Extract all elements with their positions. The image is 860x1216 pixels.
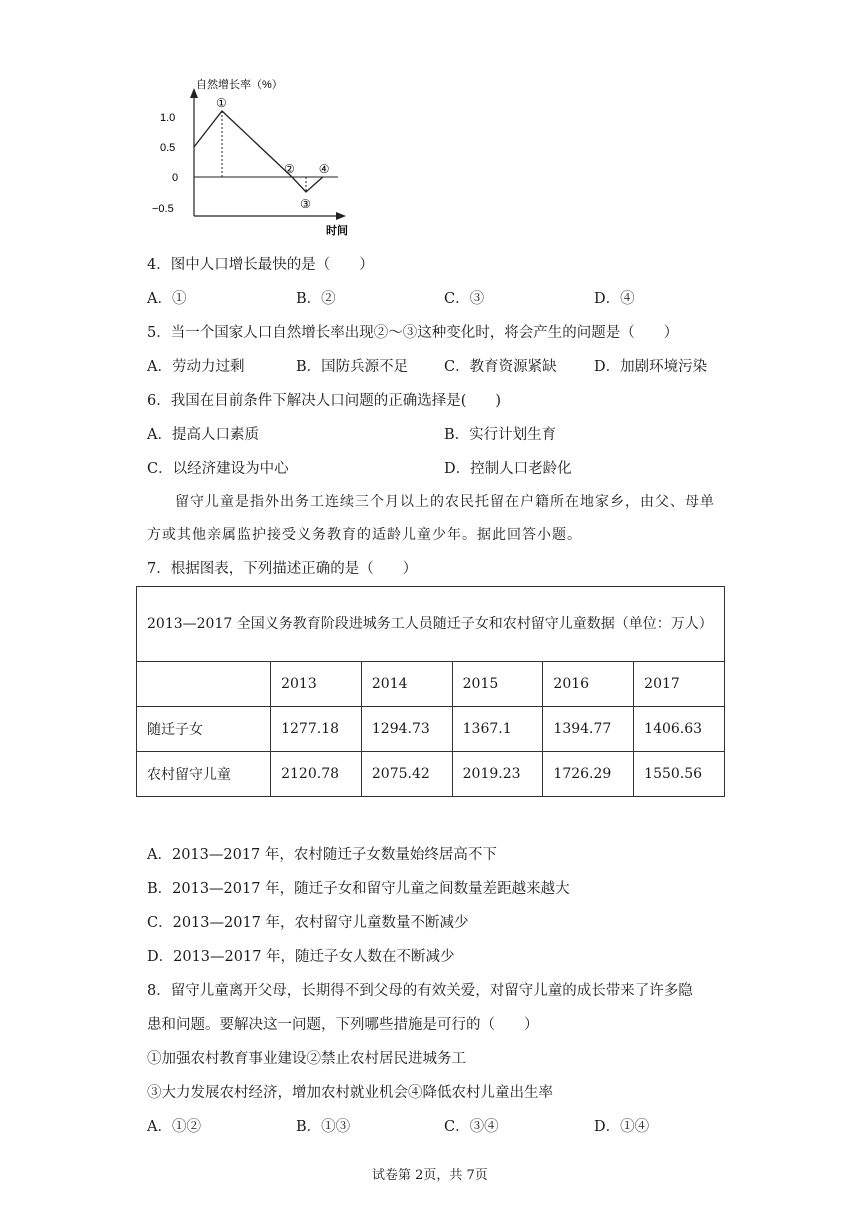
- q7-option-c[interactable]: C．2013—2017 年，农村留守儿童数量不断减少: [147, 915, 469, 931]
- passage-line-1: 留守儿童是指外出务工连续三个月以上的农民托留在户籍所在地家乡，由父、母单: [175, 494, 715, 510]
- table-corner-cell: [137, 662, 271, 707]
- population-growth-chart: [150, 74, 360, 244]
- chart-y-tick: 0: [172, 172, 179, 184]
- passage-line-2: 方或其他亲属监护接受义务教育的适龄儿童少年。据此回答小题。: [147, 527, 582, 543]
- page-footer: 试卷第 2页，共 7页: [372, 1168, 488, 1183]
- children-data-table: [136, 586, 725, 797]
- q7-option-d[interactable]: D．2013—2017 年，随迁子女人数在不断减少: [147, 949, 455, 965]
- marker-1-label: ①: [216, 96, 227, 110]
- table-caption-row: [137, 587, 725, 662]
- marker-4-label: ④: [318, 162, 330, 176]
- marker-2-label: ②: [284, 162, 295, 176]
- question-8-measures-line-1: ①加强农村教育事业建设②禁止农村居民进城务工: [147, 1051, 466, 1067]
- table-header-row: [137, 662, 725, 707]
- table-year-header: 2013: [271, 662, 362, 707]
- table-cell: 2019.23: [452, 752, 543, 797]
- question-7-stem: 7．根据图表，下列描述正确的是（ ）: [147, 561, 418, 577]
- q4-option-c[interactable]: C．③: [444, 291, 485, 307]
- table-cell: 1726.29: [543, 752, 634, 797]
- q4-option-b[interactable]: B．②: [296, 291, 336, 307]
- chart-y-title: 自然增长率（%）: [196, 79, 283, 91]
- q4-option-a[interactable]: A．①: [147, 291, 187, 307]
- q4-option-d[interactable]: D．④: [594, 291, 635, 307]
- chart-x-arrow: [336, 212, 346, 220]
- question-8-stem-line-2: 患和问题。要解决这一问题，下列哪些措施是可行的（ ）: [147, 1017, 539, 1033]
- growth-rate-line: [194, 111, 323, 192]
- table-cell: 1367.1: [452, 707, 543, 752]
- table-cell: 2075.42: [361, 752, 452, 797]
- q8-option-a[interactable]: A．①②: [147, 1119, 201, 1135]
- q7-option-a[interactable]: A．2013—2017 年，农村随迁子女数量始终居高不下: [147, 847, 497, 863]
- table-cell: 1277.18: [271, 707, 362, 752]
- chart-x-title: 时间: [326, 225, 348, 237]
- table-row: [137, 752, 725, 797]
- table-row-label: 农村留守儿童: [137, 752, 271, 797]
- table-row: [137, 707, 725, 752]
- table-row-label: 随迁子女: [137, 707, 271, 752]
- q5-option-c[interactable]: C．教育资源紧缺: [444, 359, 557, 375]
- table-cell: 1550.56: [634, 752, 725, 797]
- chart-y-tick: 0.5: [160, 142, 176, 154]
- q5-option-a[interactable]: A．劳动力过剩: [147, 359, 245, 375]
- chart-y-tick: −0.5: [152, 203, 174, 215]
- q8-option-c[interactable]: C．③④: [444, 1119, 499, 1135]
- q6-option-a[interactable]: A．提高人口素质: [147, 427, 259, 443]
- question-8-stem-line-1: 8．留守儿童离开父母，长期得不到父母的有效关爱，对留守儿童的成长带来了许多隐: [147, 983, 693, 999]
- table-caption: 2013—2017 全国义务教育阶段进城务工人员随迁子女和农村留守儿童数据（单位：万人）: [137, 587, 725, 662]
- chart-y-tick: 1.0: [160, 112, 176, 124]
- q6-option-c[interactable]: C．以经济建设为中心: [147, 461, 289, 477]
- table-cell: 2120.78: [271, 752, 362, 797]
- question-6-stem: 6．我国在目前条件下解决人口问题的正确选择是( ): [147, 393, 502, 409]
- question-8-measures-line-2: ③大力发展农村经济，增加农村就业机会④降低农村儿童出生率: [147, 1085, 553, 1101]
- table-year-header: 2017: [634, 662, 725, 707]
- q5-option-d[interactable]: D．加剧环境污染: [594, 359, 708, 375]
- q8-option-d[interactable]: D．①④: [594, 1119, 650, 1135]
- q6-option-d[interactable]: D．控制人口老龄化: [444, 461, 572, 477]
- marker-3-label: ③: [300, 197, 311, 211]
- q8-option-b[interactable]: B．①③: [296, 1119, 351, 1135]
- q6-option-b[interactable]: B．实行计划生育: [444, 427, 557, 443]
- table-year-header: 2014: [361, 662, 452, 707]
- question-5-stem: 5．当一个国家人口自然增长率出现②～③这种变化时，将会产生的问题是（ ）: [147, 325, 679, 341]
- table-year-header: 2015: [452, 662, 543, 707]
- table-cell: 1394.77: [543, 707, 634, 752]
- table-cell: 1406.63: [634, 707, 725, 752]
- table-year-header: 2016: [543, 662, 634, 707]
- question-4-stem: 4．图中人口增长最快的是（ ）: [147, 257, 374, 273]
- table-cell: 1294.73: [361, 707, 452, 752]
- q7-option-b[interactable]: B．2013—2017 年，随迁子女和留守儿童之间数量差距越来越大: [147, 881, 570, 897]
- q5-option-b[interactable]: B．国防兵源不足: [296, 359, 409, 375]
